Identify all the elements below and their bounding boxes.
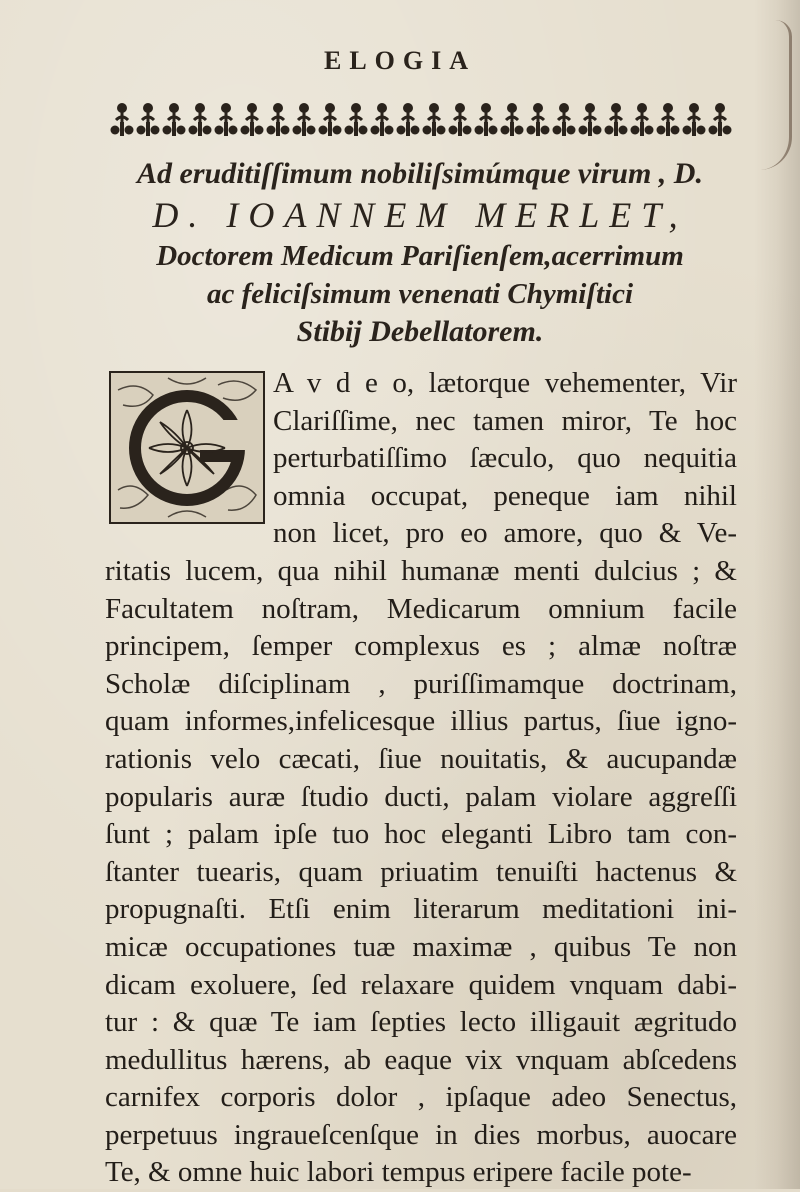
title-line-3: Doctorem Medicum Pariſienſem,acerrimum: [156, 240, 684, 272]
text-line: Facultatem noſtram, Medicarum omnium facile: [105, 592, 737, 625]
text-line: propugnaſti. Etſi enim literarum meditationi ini-: [105, 893, 737, 926]
text-line: popularis auræ ſtudio ducti, palam violare aggreſſi: [105, 780, 737, 813]
page-edge-shadow: [754, 0, 800, 1189]
torn-edge: [759, 20, 792, 170]
text-line: ritatis lucem, qua nihil humanæ menti dulcius ; &: [105, 554, 737, 587]
text-line: medullitus hærens, ab eaque vix vnquam abſcedens: [105, 1043, 737, 1076]
text-line: ſunt ; palam ipſe tuo hoc eleganti Libro tam con-: [105, 818, 737, 851]
text-line: Scholæ diſciplinam , puriſſimamque doctrinam,: [105, 667, 737, 700]
text-line: rationis velo cæcati, ſiue nouitatis, & aucupandæ: [105, 742, 737, 775]
text-line: carnifex corporis dolor , ipſaque adeo Senectus,: [105, 1081, 737, 1114]
text-line: A v d e o, lætorque vehementer, Vir: [273, 367, 737, 399]
text-line: quam informes,infelicesque illius partus, ſiue igno-: [105, 705, 737, 738]
text-line: tur : & quæ Te iam ſepties lecto illigauit ægritudo: [105, 1006, 737, 1039]
title-line-4: ac feliciſsimum venenati Chymiſtici: [206, 278, 634, 310]
text-line: dicam exoluere, ſed relaxare quidem vnquam dabi-: [105, 968, 737, 1001]
body-text: [105, 365, 737, 1192]
title-line-5: Stibij Debellatorem.: [296, 315, 544, 348]
title-line-1: Ad eruditiſſimum nobiliſsimúmque virum , D.: [137, 157, 703, 190]
text-line: Clariſſime, nec tamen miror, Te hoc: [273, 404, 737, 437]
text-line: perpetuus ingraueſcenſque in dies morbus, auocare: [105, 1118, 737, 1151]
dedication-title: [100, 155, 740, 351]
text-line: perturbatiſſimo ſæculo, quo nequitia: [273, 442, 737, 475]
text-line: non licet, pro eo amore, quo & Ve-: [273, 517, 737, 550]
running-head: ELOGIA: [323, 46, 477, 75]
text-line: Te, & omne huic labori tempus eripere facile pote-: [105, 1156, 692, 1189]
text-line: micæ occupationes tuæ maximæ , quibus Te non: [105, 930, 737, 963]
title-line-2: D. IOANNEM MERLET,: [152, 195, 688, 235]
fleuron-row-icon: [110, 98, 735, 140]
text-line: ſtanter tuearis, quam priuatim tenuiſti hactenus &: [105, 855, 737, 888]
text-line: omnia occupat, peneque iam nihil: [273, 479, 737, 512]
text-line: principem, ſemper complexus es ; almæ noſtræ: [105, 630, 737, 663]
